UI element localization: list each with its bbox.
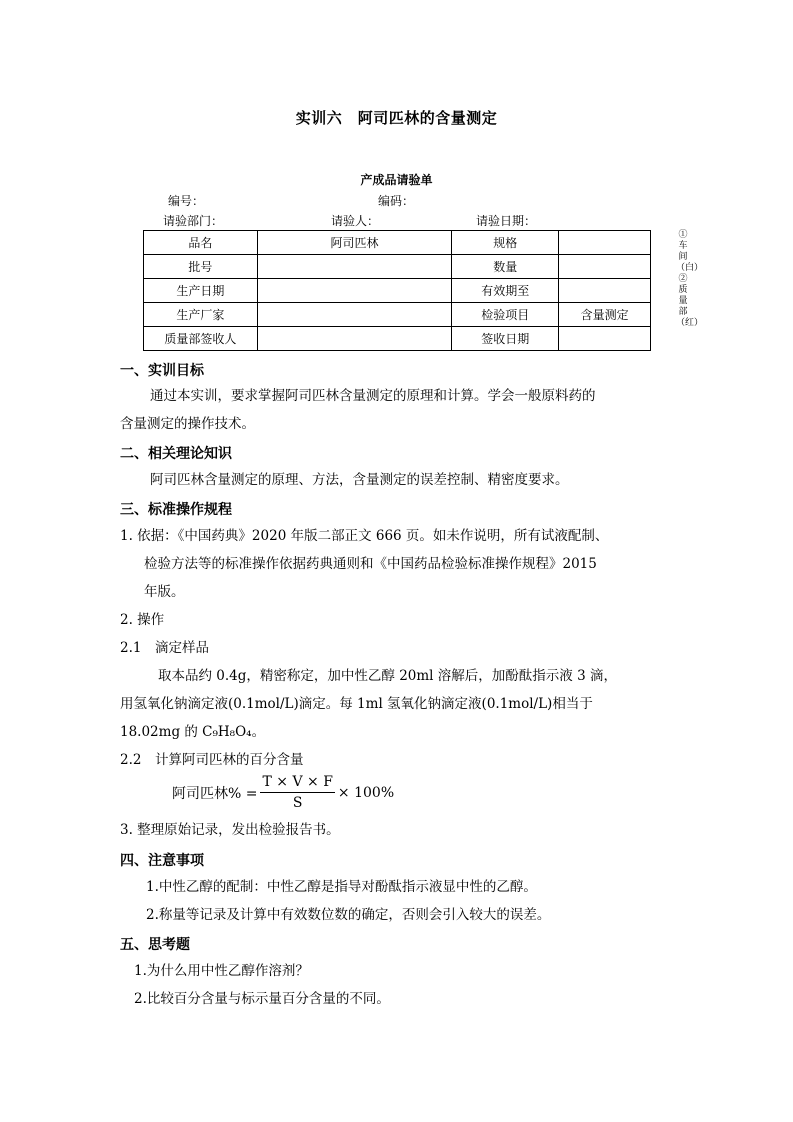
table-cell [559,255,651,279]
formula-lhs: 阿司匹林% = [172,785,258,802]
paragraph-line: 2.比较百分含量与标示量百分含量的不同。 [134,991,390,1007]
table-cell: 质量部签收人 [144,327,258,351]
table-cell: 数量 [452,255,559,279]
paragraph-line: 2.2 计算阿司匹林的百分含量 [120,752,304,768]
paragraph-line: 通过本实训，要求掌握阿司匹林含量测定的原理和计算。学会一般原料药的 [150,388,596,404]
table-cell: 批号 [144,255,258,279]
request-form-table [143,230,651,351]
form-title: 产成品请验单 [360,173,433,187]
section-heading-goals: 一、实训目标 [120,363,204,379]
percentage-formula [172,772,394,813]
paragraph-line: 含量测定的操作技术。 [120,416,255,432]
table-cell [559,231,651,255]
section-heading-procedure: 三、标准操作规程 [120,502,232,518]
table-cell: 含量测定 [559,303,651,327]
table-row [144,231,651,255]
table-cell: 阿司匹林 [257,231,452,255]
paragraph-line: 1.中性乙醇的配制：中性乙醇是指导对酚酞指示液显中性的乙醇。 [146,879,537,895]
table-cell: 检验项目 [452,303,559,327]
table-cell: 有效期至 [452,279,559,303]
paragraph-line: 阿司匹林含量测定的原理、方法，含量测定的误差控制、精密度要求。 [150,472,569,488]
page-title: 实训六 阿司匹林的含量测定 [295,109,498,127]
table-cell [559,279,651,303]
table-row [144,327,651,351]
table-row [144,303,651,327]
paragraph-line: 1. 依据：《中国药典》2020 年版二部正文 666 页。如未作说明，所有试液配制、 [120,528,609,544]
table-cell [559,327,651,351]
table-cell: 生产厂家 [144,303,258,327]
paragraph-line: 年版。 [144,584,185,600]
paragraph-line: 3. 整理原始记录，发出检验报告书。 [120,822,340,838]
formula-fraction [260,772,334,813]
table-cell: 签收日期 [452,327,559,351]
table-cell [257,279,452,303]
section-heading-theory: 二、相关理论知识 [120,446,232,462]
paragraph-line: 取本品约 0.4g，精密称定，加中性乙醇 20ml 溶解后，加酚酞指示液 3 滴， [158,668,617,684]
formula-numerator: T × V × F [260,772,334,793]
formula-denominator: S [292,795,303,811]
table-cell: 品名 [144,231,258,255]
formula-rhs: × 100% [337,784,395,801]
table-cell: 生产日期 [144,279,258,303]
table-cell [257,303,452,327]
section-heading-questions: 五、思考题 [120,937,190,953]
paragraph-line: 检验方法等的标准操作依据药典通则和《中国药品检验标准操作规程》2015 [144,556,597,572]
copy-distribution-note: ①车间（白）②质量部（红） [676,230,704,328]
paragraph-line: 用氢氧化钠滴定液(0.1mol/L)滴定。每 1ml 氢氧化钠滴定液(0.1mol/L)相当于 [120,696,593,712]
code2-label: 编码： [378,194,415,208]
paragraph-line: 2. 操作 [120,612,165,628]
person-label: 请验人： [331,214,380,228]
table-cell [257,327,452,351]
paragraph-line: 2.称量等记录及计算中有效数位数的确定，否则会引入较大的误差。 [146,907,551,923]
table-row [144,279,651,303]
table-row [144,255,651,279]
paragraph-line: 2.1 滴定样品 [120,640,209,656]
paragraph-line: 1.为什么用中性乙醇作溶剂？ [134,963,309,979]
table-cell [257,255,452,279]
table-cell: 规格 [452,231,559,255]
section-heading-notes: 四、注意事项 [120,853,204,869]
dept-label: 请验部门： [163,214,224,228]
code-label: 编号： [168,194,205,208]
date-label: 请验日期： [476,214,537,228]
paragraph-line: 18.02mg 的 C₉H₈O₄。 [120,724,266,740]
